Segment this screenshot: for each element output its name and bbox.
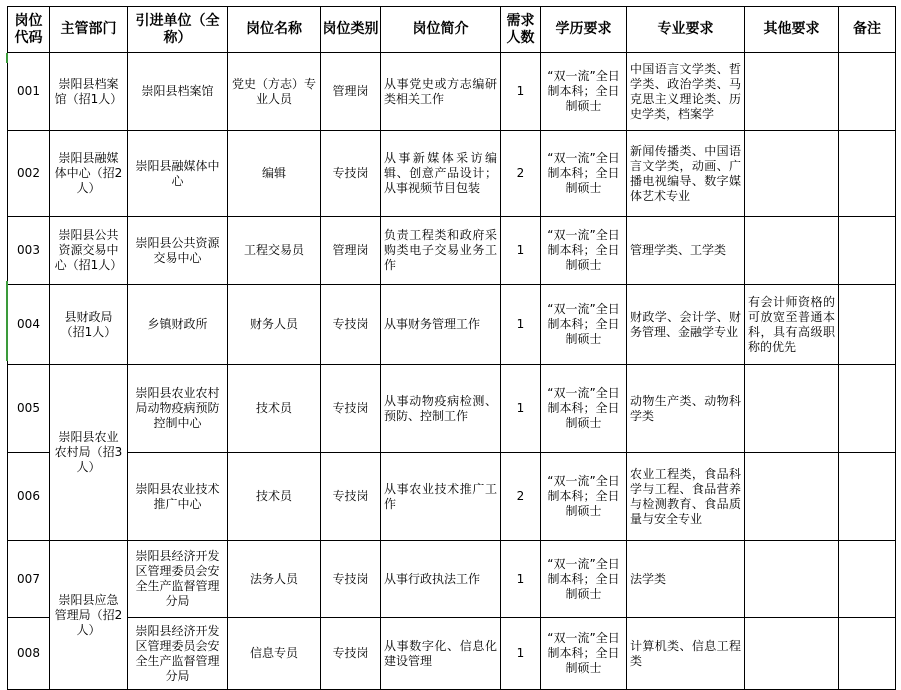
cell-note	[839, 217, 896, 285]
header-edu: 学历要求	[541, 7, 627, 53]
table-row	[8, 285, 896, 365]
cell-other	[745, 618, 839, 690]
recruitment-table	[7, 6, 896, 690]
cell-edu: “双一流”全日制本科；全日制硕士	[541, 285, 627, 365]
cell-count: 1	[501, 365, 541, 453]
cell-post: 技术员	[228, 365, 321, 453]
cell-code: 005	[8, 365, 50, 453]
cell-count: 1	[501, 285, 541, 365]
cell-post: 党史（方志）专业人员	[228, 53, 321, 131]
cell-count: 1	[501, 618, 541, 690]
table-row	[8, 53, 896, 131]
cell-note	[839, 285, 896, 365]
cell-note	[839, 53, 896, 131]
header-dept: 主管部门	[50, 7, 128, 53]
cell-edu: “双一流”全日制本科；全日制硕士	[541, 618, 627, 690]
cell-desc: 负责工程类和政府采购类电子交易业务工作	[381, 217, 501, 285]
cell-code: 002	[8, 131, 50, 217]
cell-edu: “双一流”全日制本科；全日制硕士	[541, 217, 627, 285]
cell-dept: 县财政局（招1人）	[50, 285, 128, 365]
cell-category: 专技岗	[321, 285, 381, 365]
table-row	[8, 618, 896, 690]
cell-unit: 崇阳县经济开发区管理委员会安全生产监督管理分局	[128, 618, 228, 690]
cell-count: 2	[501, 131, 541, 217]
cell-dept: 崇阳县应急管理局（招2人）	[50, 541, 128, 690]
cell-post: 技术员	[228, 453, 321, 541]
cell-code: 006	[8, 453, 50, 541]
cell-desc: 从事农业技术推广工作	[381, 453, 501, 541]
cell-desc: 从事新媒体采访编辑、创意产品设计；从事视频节目包装	[381, 131, 501, 217]
cell-major: 农业工程类，食品科学与工程、食品营养与检测教育、食品质量与安全专业	[627, 453, 745, 541]
table-row	[8, 541, 896, 618]
cell-dept: 崇阳县档案馆（招1人）	[50, 53, 128, 131]
cell-unit: 崇阳县公共资源交易中心	[128, 217, 228, 285]
cell-category: 管理岗	[321, 217, 381, 285]
header-other: 其他要求	[745, 7, 839, 53]
cell-desc: 从事行政执法工作	[381, 541, 501, 618]
header-row	[8, 7, 896, 53]
cell-note	[839, 453, 896, 541]
cell-other	[745, 453, 839, 541]
cell-unit: 崇阳县农业技术推广中心	[128, 453, 228, 541]
cell-code: 007	[8, 541, 50, 618]
cell-desc: 从事财务管理工作	[381, 285, 501, 365]
table-row	[8, 365, 896, 453]
cell-post: 信息专员	[228, 618, 321, 690]
header-category: 岗位类别	[321, 7, 381, 53]
cell-unit: 崇阳县档案馆	[128, 53, 228, 131]
table-row	[8, 453, 896, 541]
header-note: 备注	[839, 7, 896, 53]
cell-unit: 乡镇财政所	[128, 285, 228, 365]
cell-major: 新闻传播类、中国语言文学类，动画、广播电视编导、数字媒体艺术专业	[627, 131, 745, 217]
cell-edu: “双一流”全日制本科；全日制硕士	[541, 453, 627, 541]
cell-category: 专技岗	[321, 453, 381, 541]
cell-other	[745, 53, 839, 131]
cell-note	[839, 365, 896, 453]
cell-edu: “双一流”全日制本科；全日制硕士	[541, 365, 627, 453]
cell-other	[745, 365, 839, 453]
cell-note	[839, 541, 896, 618]
cell-edu: “双一流”全日制本科；全日制硕士	[541, 131, 627, 217]
cell-code: 003	[8, 217, 50, 285]
cell-major: 中国语言文学类、哲学类、政治学类、马克思主义理论类、历史学类，档案学	[627, 53, 745, 131]
cell-dept: 崇阳县公共资源交易中心（招1人）	[50, 217, 128, 285]
cell-desc: 从事数字化、信息化建设管理	[381, 618, 501, 690]
cell-post: 编辑	[228, 131, 321, 217]
cell-note	[839, 618, 896, 690]
cell-unit: 崇阳县经济开发区管理委员会安全生产监督管理分局	[128, 541, 228, 618]
cell-dept: 崇阳县农业农村局（招3人）	[50, 365, 128, 541]
cell-major: 法学类	[627, 541, 745, 618]
header-desc: 岗位简介	[381, 7, 501, 53]
cell-dept: 崇阳县融媒体中心（招2人）	[50, 131, 128, 217]
cell-unit: 崇阳县农业农村局动物疫病预防控制中心	[128, 365, 228, 453]
cell-count: 1	[501, 217, 541, 285]
cell-post: 财务人员	[228, 285, 321, 365]
cell-category: 专技岗	[321, 131, 381, 217]
cell-marker	[6, 53, 8, 63]
table-row	[8, 217, 896, 285]
cell-marker	[6, 281, 8, 361]
cell-unit: 崇阳县融媒体中心	[128, 131, 228, 217]
header-unit: 引进单位（全称）	[128, 7, 228, 53]
cell-note	[839, 131, 896, 217]
cell-category: 管理岗	[321, 53, 381, 131]
cell-edu: “双一流”全日制本科；全日制硕士	[541, 53, 627, 131]
cell-major: 计算机类、信息工程类	[627, 618, 745, 690]
cell-major: 财政学、会计学、财务管理、金融学专业	[627, 285, 745, 365]
cell-edu: “双一流”全日制本科；全日制硕士	[541, 541, 627, 618]
cell-count: 1	[501, 53, 541, 131]
cell-code: 004	[8, 285, 50, 365]
cell-category: 专技岗	[321, 365, 381, 453]
cell-count: 1	[501, 541, 541, 618]
cell-other	[745, 217, 839, 285]
header-code: 岗位代码	[8, 7, 50, 53]
cell-desc: 从事党史或方志编研类相关工作	[381, 53, 501, 131]
table-row	[8, 131, 896, 217]
cell-category: 专技岗	[321, 541, 381, 618]
cell-other	[745, 131, 839, 217]
cell-category: 专技岗	[321, 618, 381, 690]
cell-major: 管理学类、工学类	[627, 217, 745, 285]
cell-code: 008	[8, 618, 50, 690]
cell-post: 法务人员	[228, 541, 321, 618]
cell-count: 2	[501, 453, 541, 541]
cell-major: 动物生产类、动物科学类	[627, 365, 745, 453]
cell-other	[745, 541, 839, 618]
header-major: 专业要求	[627, 7, 745, 53]
cell-other: 有会计师资格的可放宽至普通本科，具有高级职称的优先	[745, 285, 839, 365]
cell-post: 工程交易员	[228, 217, 321, 285]
header-count: 需求人数	[501, 7, 541, 53]
cell-code: 001	[8, 53, 50, 131]
header-post: 岗位名称	[228, 7, 321, 53]
cell-desc: 从事动物疫病检测、预防、控制工作	[381, 365, 501, 453]
